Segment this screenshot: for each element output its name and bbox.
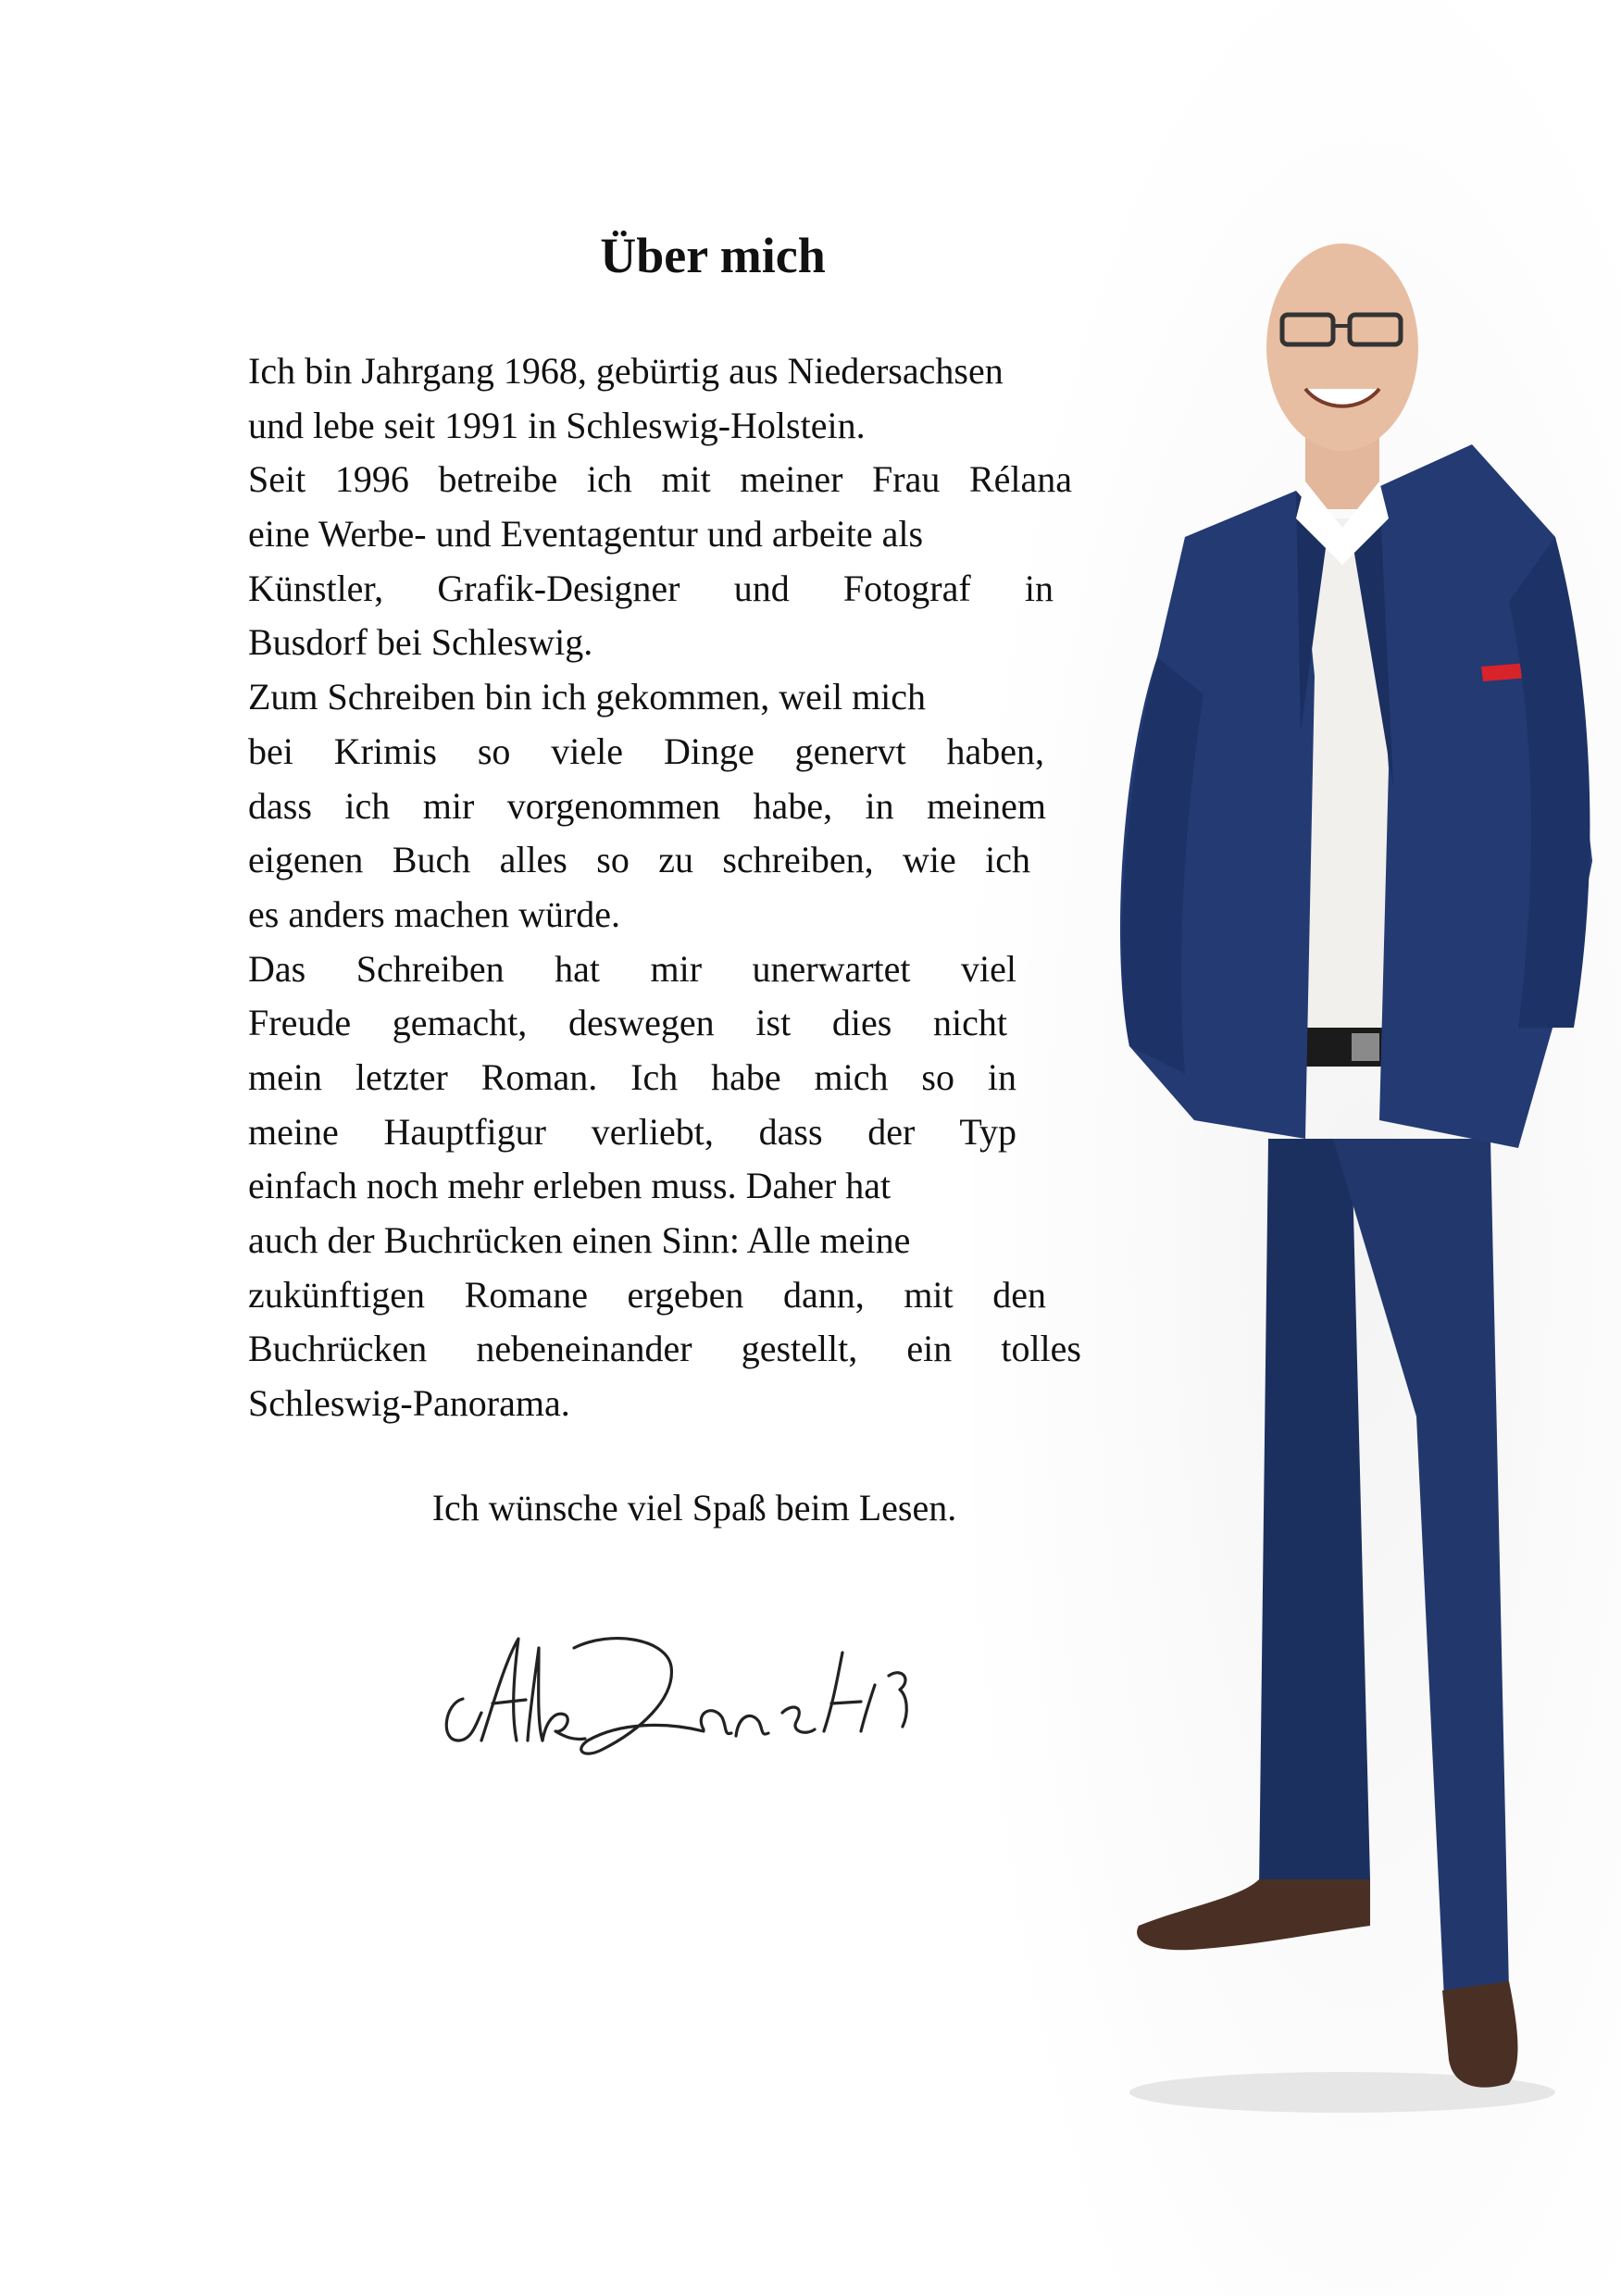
bio-line: Buchrücken nebeneinander gestellt, ein tolles bbox=[248, 1328, 1081, 1370]
bio-line: Seit 1996 betreibe ich mit meiner Frau Rélana bbox=[248, 458, 1072, 501]
bio-line: einfach noch mehr erleben muss. Daher hat bbox=[248, 1165, 892, 1207]
bio-line: zukünftigen Romane ergeben dann, mit den bbox=[248, 1273, 1046, 1316]
bio-line: auch der Buchrücken einen Sinn: Alle meine bbox=[248, 1219, 911, 1261]
bio-line: Freude gemacht, deswegen ist dies nicht bbox=[248, 1002, 1007, 1044]
closing-line: Ich wünsche viel Spaß beim Lesen. bbox=[431, 1487, 957, 1529]
bio-line: eine Werbe- und Eventagentur und arbeite als bbox=[248, 513, 924, 555]
bio-line: Schleswig-Panorama. bbox=[248, 1382, 570, 1425]
bio-line: Zum Schreiben bin ich gekommen, weil mich bbox=[248, 676, 927, 718]
bio-text bbox=[248, 344, 1115, 1431]
signature-image bbox=[426, 1611, 944, 1778]
bio-line: eigenen Buch alles so zu schreiben, wie ich bbox=[248, 839, 1030, 881]
bio-line: mein letzter Roman. Ich habe mich so in bbox=[248, 1055, 1016, 1098]
bio-line: bei Krimis so viele Dinge genervt haben, bbox=[248, 730, 1044, 772]
bio-line: es anders machen würde. bbox=[248, 892, 621, 935]
bio-line: Das Schreiben hat mir unerwartet viel bbox=[248, 947, 1016, 990]
bio-line: Busdorf bei Schleswig. bbox=[248, 621, 593, 664]
bio-line: Ich bin Jahrgang 1968, gebürtig aus Niedersachsen bbox=[248, 350, 1004, 392]
author-portrait bbox=[1074, 213, 1592, 2139]
bio-line: Künstler, Grafik-Designer und Fotograf in bbox=[248, 567, 1054, 609]
bio-line: und lebe seit 1991 in Schleswig-Holstein. bbox=[248, 404, 866, 446]
bio-line: dass ich mir vorgenommen habe, in meinem bbox=[248, 784, 1046, 827]
page-title: Über mich bbox=[600, 228, 826, 283]
bio-line: meine Hauptfigur verliebt, dass der Typ bbox=[248, 1110, 1016, 1153]
